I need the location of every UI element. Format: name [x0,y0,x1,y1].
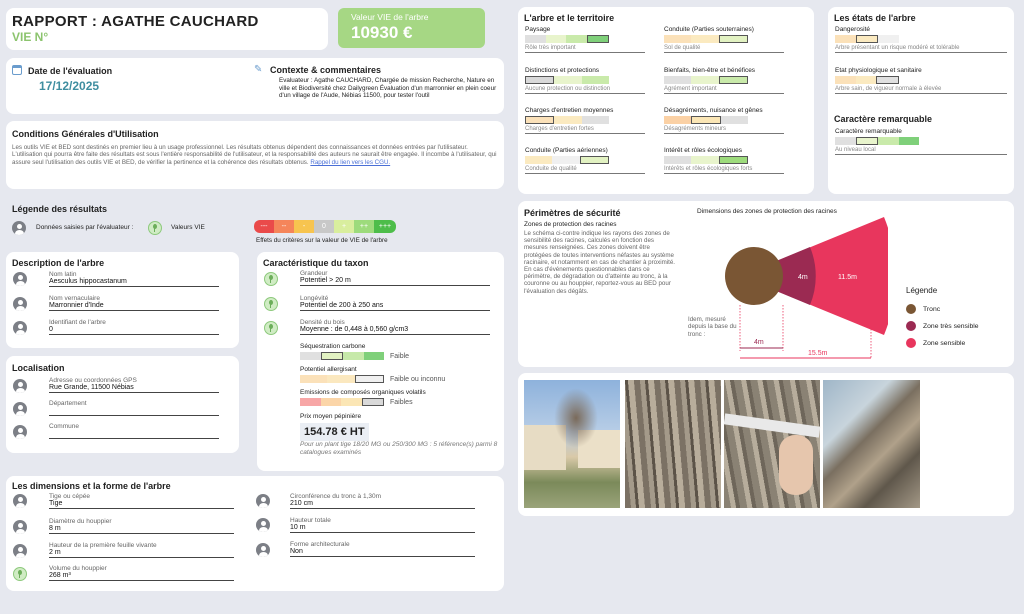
date-value: 17/12/2025 [39,79,100,93]
criterion-bar [664,156,748,164]
photo-tree-village[interactable] [524,380,620,508]
tree-icon [148,221,162,235]
criterion-bar [525,116,609,124]
perimetres-subtitle: Zones de protection des racines [524,221,617,228]
field-value: Non [290,548,475,557]
field-value: Marronnier d'Inde [49,302,219,311]
field-densite [300,319,490,335]
field-value: 2 m [49,549,234,558]
description-title: Description de l'arbre [12,258,105,268]
legend-item-trunk [906,304,940,314]
taxon-card [257,252,504,471]
cgu-card [6,121,504,189]
photo-bark-1[interactable] [625,380,721,508]
field-tige [49,493,234,509]
criterion-bar [835,137,919,145]
perimetres-text: Le schéma ci-contre indique les rayons des zones de sensibilité des racines, calculés en fonction des mesures renseignées. Ces zones doivent être protégées de toutes interventions néfastes au système racinaire, et notamment en cas de chantier à proximité. En cas d'événements questionnables dans ce périmètre, de dégradation ou d'atteinte au tronc, à la couronne ou au houppier, reportez-vous au BED pour l'évaluation des dégâts. [524,230,675,295]
legend-label: Zone très sensible [923,322,979,330]
localisation-card [6,356,239,453]
perimetres-card [518,201,1014,367]
criterion-title: Distinctions et protections [525,67,600,74]
criterion-charges [525,107,645,134]
context-title: Contexte & commentaires [270,65,382,75]
legend-scale [254,220,396,233]
criterion-sub: Arbre présentant un risque modéré et tolérable [835,45,1007,53]
legend-label: Tronc [923,305,941,313]
zone2-label: 11.5m [838,274,857,281]
field-label: Grandeur [300,270,328,277]
user-icon [13,544,27,558]
field-latin-name [49,271,219,287]
photo-measure-tape[interactable] [724,380,820,508]
dimensions-title: Les dimensions et la forme de l'arbre [12,481,171,491]
cgu-title: Conditions Générales d'Utilisation [12,129,159,139]
etats-title: Les états de l'arbre [834,13,916,23]
user-icon [13,297,27,311]
criterion-title: Charges d'entretien moyennes [525,107,614,114]
field-commune [49,423,219,439]
field-forme [290,541,475,557]
tree-icon [264,272,278,286]
context-text: Evaluateur : Agathe CAUCHARD, Chargée de mission Recherche, Nature en ville et Biodiversité chez Dailygreen Évaluation d'un marronnier en plein coeur d'un village de l'Aude, Nébias 11500, pour tester l'outil [279,77,497,99]
field-value: 8 m [49,525,234,534]
field-label: Département [49,400,87,407]
criterion-bar [525,35,609,43]
criterion-paysage [525,26,645,53]
legend-user-data: Données saisies par l'évaluateur : [36,224,134,231]
scale-6: ++ [354,220,374,233]
criterion-title: Caractère remarquable [835,128,902,135]
field-label: Circonférence du tronc à 1,30m [290,493,382,500]
description-card [6,252,239,348]
trunk [725,247,783,305]
field-address [49,377,219,393]
field-value: Potentiel > 20 m [300,277,490,286]
field-label: Forme architecturale [290,541,350,548]
legend-dot [906,321,916,331]
calendar-icon [12,65,22,75]
field-volume [49,565,234,581]
bar-title: Séquestration carbone [300,343,366,350]
criterion-title: Dangerosité [835,26,871,33]
user-icon [13,379,27,393]
field-value: 268 m³ [49,572,234,581]
field-label: Diamètre du houppier [49,518,112,525]
field-label: Adresse ou coordonnées GPS [49,377,137,384]
cov-bar [300,389,426,406]
cgu-text [12,144,498,166]
criterion-sub: Conduite de qualité [525,166,645,174]
criterion-title: Désagréments, nuisance et gênes [664,107,763,114]
field-label: Hauteur totale [290,517,331,524]
field-hauteur-feuille [49,542,234,558]
zone1-label: 4m [798,274,808,281]
scale-2: -- [274,220,294,233]
scale-3: - [294,220,314,233]
price-note: Pour un plant tige 18/20 MG ou 250/300 MG : 5 référence(s) parmi 8 catalogues examinés [300,441,498,456]
criterion-bar [664,116,748,124]
criterion-remarquable [835,128,1007,155]
user-icon [256,518,270,532]
legend-dot [906,338,916,348]
date-context-card [6,58,504,114]
criterion-bar [525,156,609,164]
legend-heading: Légende [906,286,938,295]
criterion-sub: Charges d'entretien fortes [525,126,645,134]
field-label: Tige ou cépée [49,493,90,500]
price-value: 154.78 € HT [300,423,369,441]
criterion-sub: Au niveau local [835,147,1007,155]
criterion-title: Conduite (Parties aériennes) [525,147,608,154]
territoire-card [518,7,814,194]
criterion-sub: Agrément important [664,86,784,94]
etats-card [828,7,1014,194]
criterion-distinctions [525,67,645,94]
edit-icon: ✎ [254,64,263,75]
field-label: Nom latin [49,271,77,278]
field-label: Identifiant de l'arbre [49,319,106,326]
field-value: 210 cm [290,500,475,509]
user-icon [256,494,270,508]
criterion-sub: Arbre sain, de vigueur normale à élevée [835,86,1007,94]
criterion-title: Bienfaits, bien-être et bénéfices [664,67,756,74]
field-value: 0 [49,326,219,335]
field-value: Potentiel de 200 à 250 ans [300,302,490,311]
field-tree-id [49,319,219,335]
criterion-bar [835,76,899,84]
field-label: Commune [49,423,79,430]
field-label: Longévité [300,295,329,302]
cgu-link[interactable]: Rappel du lien vers les CGU. [310,158,391,166]
legend-dot [906,304,916,314]
criterion-bienfaits [664,67,784,94]
criterion-bar [664,76,748,84]
bar-label: Faible ou inconnu [390,375,446,383]
territoire-title: L'arbre et le territoire [524,13,615,23]
field-label: Hauteur de la première feuille vivante [49,542,157,549]
scale-1: --- [254,220,274,233]
criterion-bar [525,76,609,84]
criterion-bar [835,35,899,43]
cgu-body: Les outils VIE et BED sont destinés en premier lieu à un usage professionnel. Les résultats obtenus dépendent des connaissances et données entrées par l'utilisateur. L'utilisation qui pourra être faite des résultats est sous l'entière responsabilité de l'utilisateur, et la responsabilité des auteurs ne saurait être engagée. Il incombe à l'utilisateur, qui assure seul l'utilisation des outils VIE et BED, de vérifier la pertinence et la cohérence des résultats obtenus. [12,144,497,166]
criterion-sub: Aucune protection ou distinction [525,86,645,94]
field-label: Volume du houppier [49,565,107,572]
field-diametre [49,518,234,534]
field-circonference [290,493,475,509]
field-label: Densité du bois [300,319,345,326]
diagram-title: Dimensions des zones de protection des racines [697,208,837,215]
field-grandeur [300,270,490,286]
legend-vie-values: Valeurs VIE [171,224,205,231]
allergisant-bar [300,366,445,383]
user-icon [13,321,27,335]
criterion-conduite-aerienne [525,147,645,174]
criterion-title: Paysage [525,26,551,33]
value-amount: 10930 € [351,23,413,42]
field-vernacular-name [49,295,219,311]
field-value: Tige [49,500,234,509]
date-label: Date de l'évaluation [28,66,113,76]
bar-title: Emissions de composés organiques volatils [300,389,426,396]
bar-scale [300,352,384,360]
user-icon [13,425,27,439]
legend-caption: Effets du critères sur la valeur de VIE de l'arbre [256,237,388,244]
legend-item-very-sensitive [906,321,979,331]
criterion-dangerosite [835,26,1007,53]
legend-label: Zone sensible [923,339,966,347]
criterion-sub: Rôle très important [525,45,645,53]
field-departement [49,400,219,416]
tree-icon [264,321,278,335]
legend-title: Légende des résultats [12,204,108,214]
field-value [49,407,219,416]
criterion-ecologie [664,147,784,174]
bar-scale [300,375,384,383]
scale-4: 0 [314,220,334,233]
field-value: Moyenne : de 0,448 à 0,560 g/cm3 [300,326,490,335]
criterion-title: Intérêt et rôles écologiques [664,147,743,154]
user-icon [256,543,270,557]
value-label: Valeur VIE de l'arbre [351,12,429,22]
criterion-bar [664,35,748,43]
diagram-note: Idem, mesuré depuis la base du tronc : [688,316,737,338]
dim1-label: 4m [754,339,764,346]
user-icon [13,494,27,508]
price-label: Prix moyen pépinière [300,413,362,420]
scale-7: +++ [374,220,396,233]
bar-scale [300,398,384,406]
bar-title: Potentiel allergisant [300,366,357,373]
criterion-conduite-souterraine [664,26,784,53]
field-value: Rue Grande, 11500 Nébias [49,384,219,393]
field-value: 10 m [290,524,475,533]
taxon-title: Caractéristique du taxon [263,258,369,268]
legend-item-sensitive [906,338,965,348]
vie-number-label: VIE N° [12,30,49,44]
field-value: Aesculus hippocastanum [49,278,219,287]
user-icon [13,272,27,286]
field-label: Nom vernaculaire [49,295,100,302]
criterion-title: Conduite (Parties souterraines) [664,26,754,33]
dimensions-card [6,476,504,591]
header-card [6,8,328,50]
criterion-desagrements [664,107,784,134]
root-zones-diagram [688,211,888,371]
bar-label: Faible [390,352,410,360]
field-hauteur-totale [290,517,475,533]
value-box [338,8,485,48]
photo-canopy[interactable] [823,380,920,508]
user-icon [12,221,26,235]
user-icon [13,520,27,534]
criterion-sub: Sol de qualité [664,45,784,53]
criterion-title: Etat physiologique et sanitaire [835,67,922,74]
scale-5: + [334,220,354,233]
report-title: RAPPORT : AGATHE CAUCHARD [12,13,259,30]
tree-icon [13,567,27,581]
field-value [49,430,219,439]
criterion-sub: Intérêts et rôles écologiques forts [664,166,784,174]
bar-label: Faibles [390,398,413,406]
sequestration-bar [300,343,409,360]
localisation-title: Localisation [12,363,65,373]
criterion-etat-physio [835,67,1007,94]
dim2-label: 15.5m [808,350,828,357]
remarquable-title: Caractère remarquable [834,114,933,124]
perimetres-title: Périmètres de sécurité [524,208,621,218]
tree-icon [264,297,278,311]
criterion-sub: Désagréments mineurs [664,126,784,134]
user-icon [13,402,27,416]
field-longevite [300,295,490,311]
